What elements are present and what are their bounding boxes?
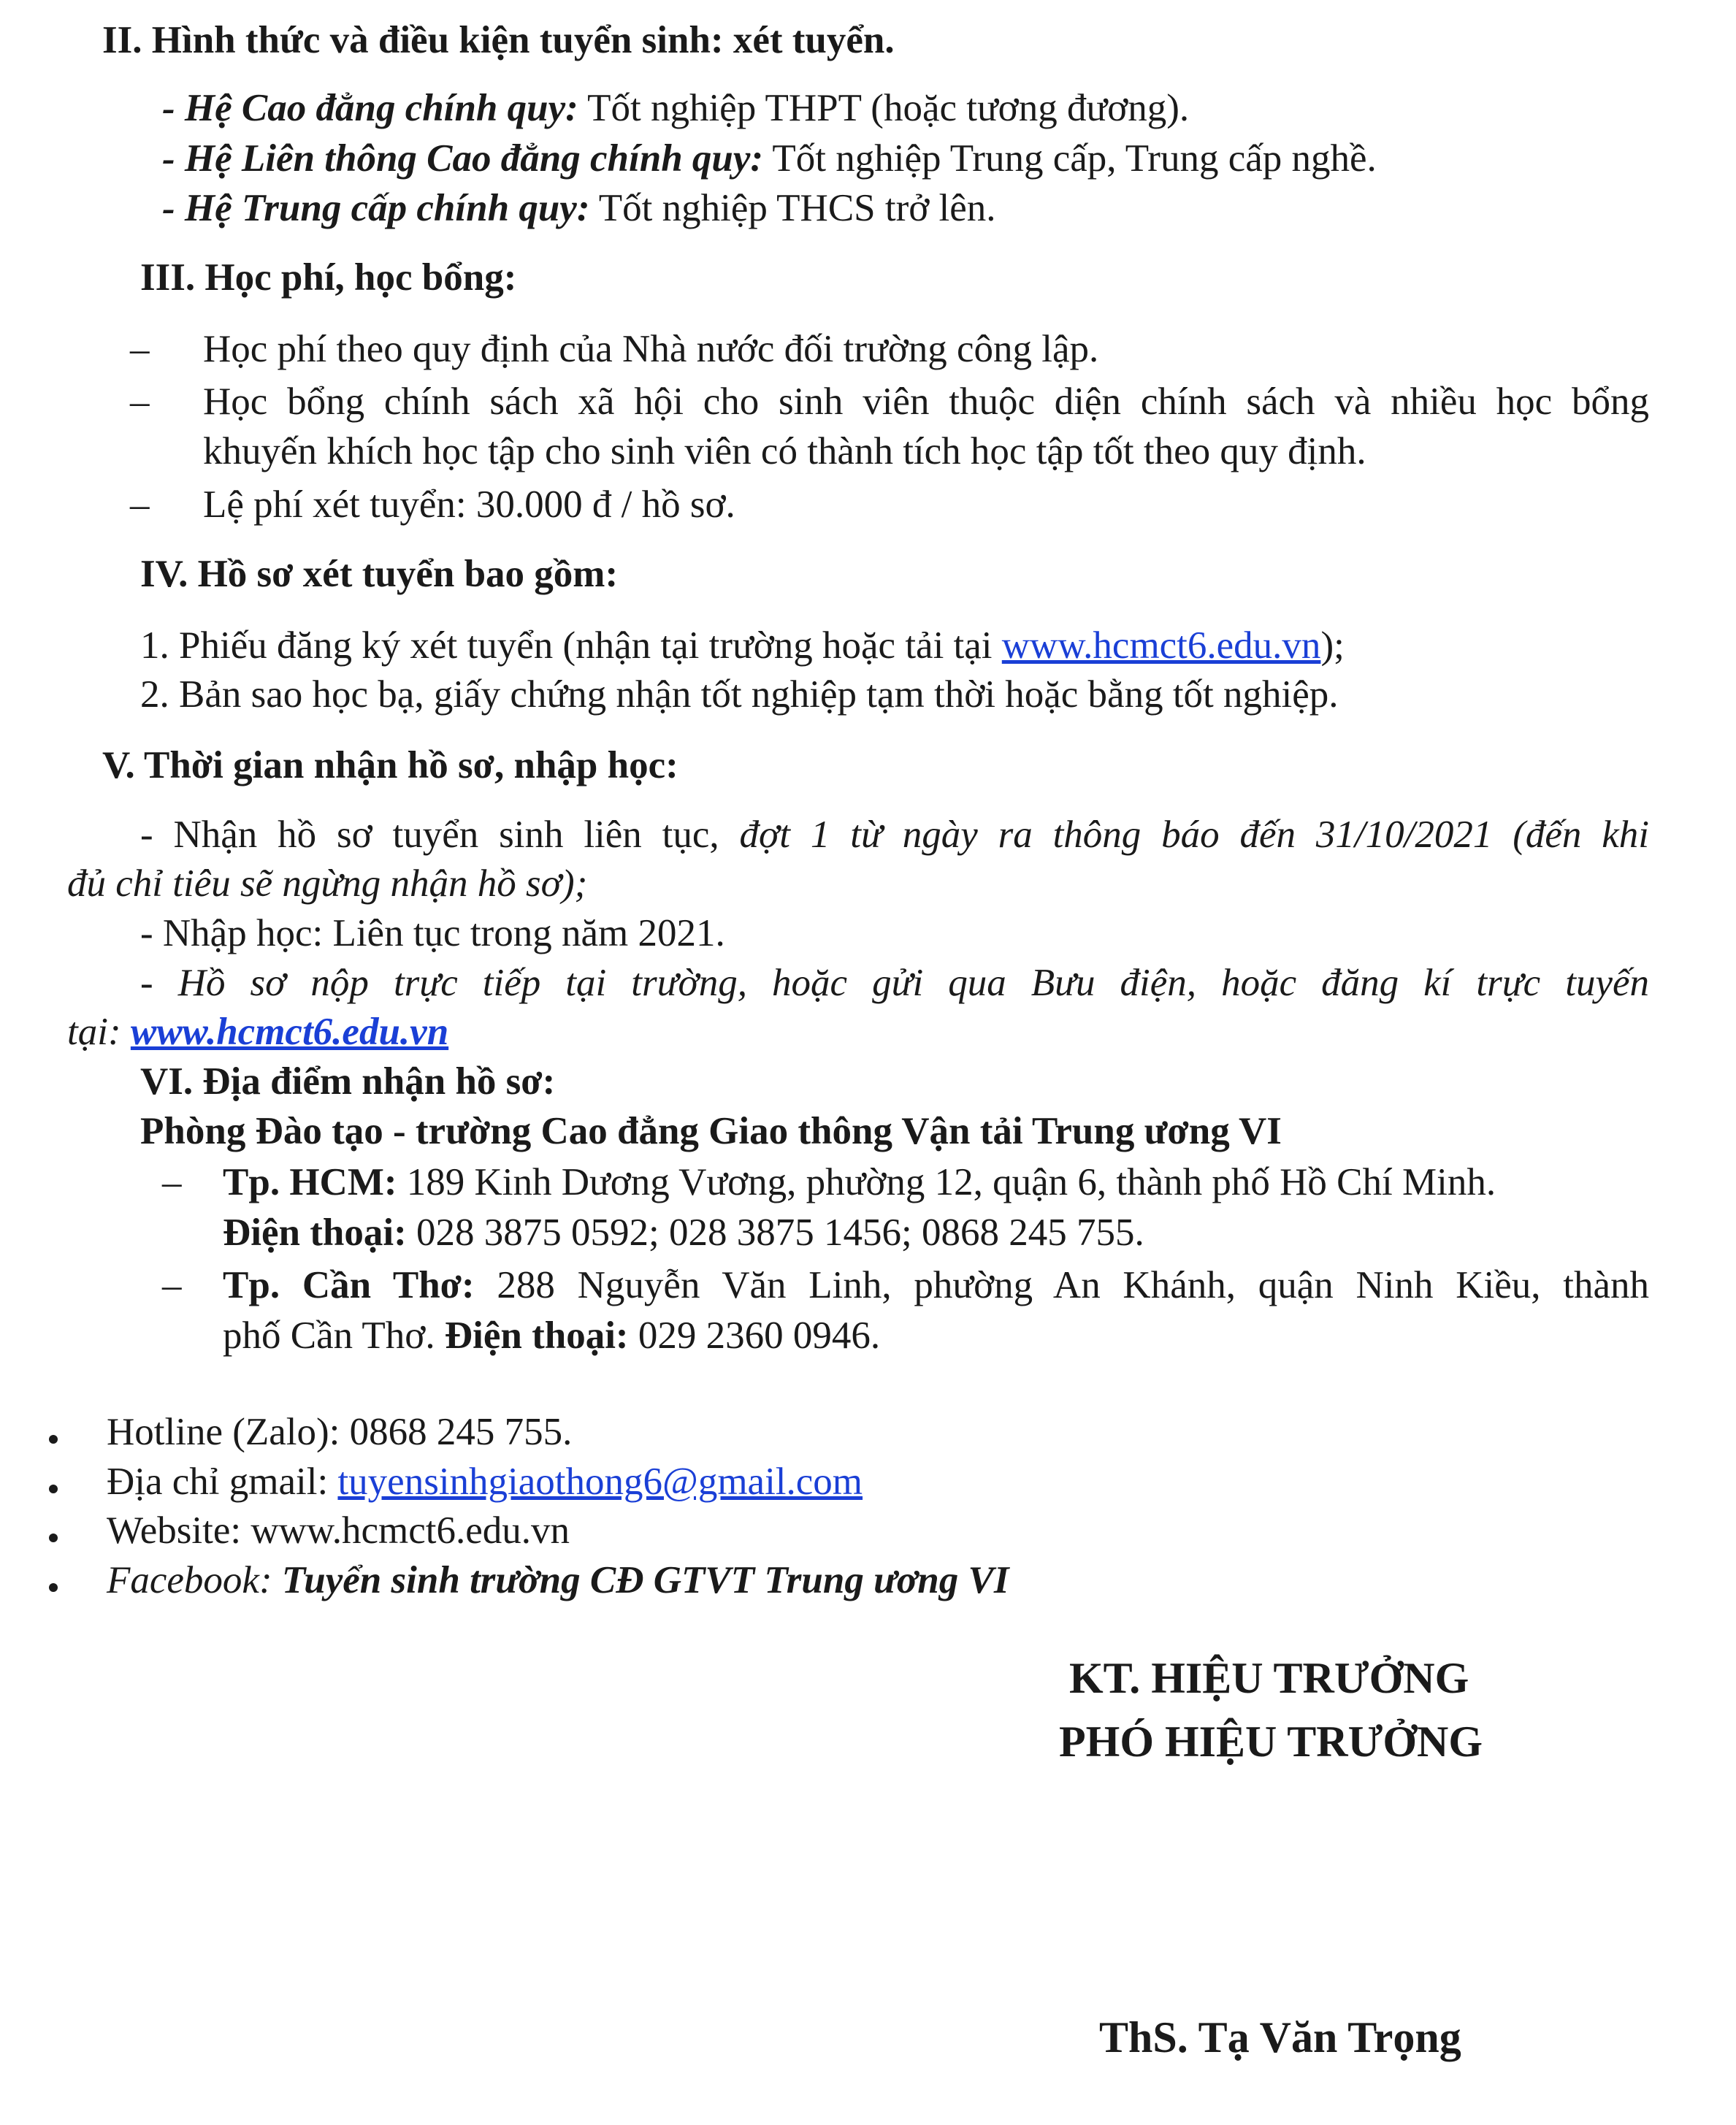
bullet-dot-icon	[49, 1583, 58, 1592]
s4-item-1-post: );	[1320, 624, 1345, 667]
s4-title-b: xét tuyển	[302, 553, 455, 595]
office-name: Phòng Đào tạo - trường Cao đẳng Giao thông Vận tải Trung ương VI	[140, 1110, 1282, 1152]
signatory-name: ThS. Tạ Văn Trọng	[1099, 2013, 1461, 2061]
website-link[interactable]: www.hcmct6.edu.vn	[1001, 624, 1321, 667]
s2-item-3-text: Tốt nghiệp THCS trở lên.	[589, 187, 996, 229]
gmail-link[interactable]: tuyensinhgiaothong6@gmail.com	[337, 1460, 863, 1503]
s4-item-2: 2. Bản sao học bạ, giấy chứng nhận tốt nghiệp tạm thời hoặc bằng tốt nghiệp.	[140, 673, 1339, 716]
gmail-label: Địa chỉ gmail:	[107, 1460, 338, 1503]
section-2-title	[102, 16, 895, 64]
ct-address-text: 288 Nguyễn Văn Linh, phường An Khánh, quận Ninh Kiều, thành	[474, 1264, 1649, 1306]
s5-p3-prefix: tại:	[67, 1011, 131, 1053]
s4-item-1-text: 1. Phiếu đăng ký xét tuyển (nhận tại trường hoặc tải tại	[140, 624, 1002, 667]
hcm-phone	[223, 1209, 1144, 1257]
s5-p3-italic: Hồ sơ nộp trực tiếp tại trường, hoặc gửi qua Bưu điện, hoặc đăng kí trực tuyến	[177, 962, 1650, 1004]
s5-para-2: - Nhập học: Liên tục trong năm 2021.	[140, 912, 725, 954]
ct-label: Tp. Cần Thơ:	[223, 1264, 475, 1306]
s2-item-3	[162, 184, 996, 232]
s4-item-1	[140, 621, 1345, 670]
s4-title-c: bao gồm:	[454, 553, 619, 595]
s3-item-2-line-1: Học bổng chính sách xã hội cho sinh viên thuộc diện chính sách và nhiều học bổng	[203, 380, 1649, 423]
hcm-phone-label: Điện thoại:	[223, 1211, 407, 1254]
s3-item-1: Học phí theo quy định của Nhà nước đối trường công lập.	[203, 328, 1099, 370]
signature-title-1: KT. HIỆU TRƯỞNG	[1069, 1654, 1469, 1702]
s2-item-1	[162, 84, 1189, 132]
bullet-dot-icon	[49, 1534, 58, 1542]
dash-bullet: –	[130, 328, 150, 370]
website-link-bold[interactable]: www.hcmct6.edu.vn	[130, 1011, 449, 1053]
s5-p1-pre: - Nhận hồ sơ tuyển sinh liên tục,	[140, 813, 740, 856]
dash-bullet: –	[162, 1161, 182, 1203]
website: Website: www.hcmct6.edu.vn	[107, 1509, 570, 1552]
s5-p3-pre: -	[140, 962, 178, 1004]
s2-item-1-label: - Hệ Cao đẳng chính quy:	[162, 87, 578, 129]
s5-para-1-line-2: đủ chỉ tiêu sẽ ngừng nhận hồ sơ);	[67, 862, 588, 905]
section-3-title: III. Học phí, học bổng:	[140, 256, 517, 299]
dash-bullet: –	[130, 483, 150, 526]
hcm-phone-text: 028 3875 0592; 028 3875 1456; 0868 245 755.	[406, 1211, 1144, 1254]
hotline: Hotline (Zalo): 0868 245 755.	[107, 1411, 573, 1453]
hcm-address	[223, 1158, 1496, 1206]
section-4-title	[140, 550, 618, 598]
s3-item-2-line-2: khuyến khích học tập cho sinh viên có thành tích học tập tốt theo quy định.	[203, 430, 1366, 472]
s3-item-3: Lệ phí xét tuyển: 30.000 đ / hồ sơ.	[203, 483, 735, 526]
s2-item-3-label: - Hệ Trung cấp chính quy:	[162, 187, 590, 229]
dash-bullet: –	[162, 1264, 182, 1306]
s5-p1-italic: đợt 1 từ ngày ra thông báo đến 31/10/2021 (đến khi	[739, 813, 1649, 856]
bullet-dot-icon	[49, 1485, 58, 1493]
facebook-label: Facebook:	[107, 1559, 282, 1601]
ct-address-line-1	[223, 1261, 1649, 1309]
gmail	[107, 1458, 863, 1506]
s2-item-2	[162, 134, 1377, 183]
dash-bullet: –	[130, 380, 150, 423]
section-2-title-b: tuyển sinh: xét tuyển.	[539, 19, 895, 61]
s5-para-3-line-1	[140, 959, 1649, 1007]
ct-address-line-2	[223, 1312, 880, 1360]
facebook	[107, 1556, 1009, 1604]
s5-para-3-line-2	[67, 1008, 448, 1056]
s2-item-1-text: Tốt nghiệp THPT (hoặc tương đương).	[578, 87, 1190, 129]
ct-phone-text: 029 2360 0946.	[628, 1314, 881, 1357]
signature-title-2: PHÓ HIỆU TRƯỞNG	[1059, 1718, 1483, 1766]
section-5-title: V. Thời gian nhận hồ sơ, nhập học:	[102, 744, 678, 786]
bullet-dot-icon	[49, 1435, 58, 1444]
section-2-title-a: II. Hình thức và điều kiện	[102, 19, 540, 61]
ct-phone-label: Điện thoại:	[444, 1314, 629, 1357]
s4-title-a: IV. Hồ sơ	[140, 553, 303, 595]
facebook-page: Tuyển sinh trường CĐ GTVT Trung ương VI	[281, 1559, 1009, 1601]
ct-address-cont: phố Cần Thơ.	[223, 1314, 445, 1357]
s2-item-2-text: Tốt nghiệp Trung cấp, Trung cấp nghề.	[763, 137, 1377, 180]
hcm-address-text: 189 Kinh Dương Vương, phường 12, quận 6, thành phố Hồ Chí Minh.	[397, 1161, 1496, 1203]
hcm-label: Tp. HCM:	[223, 1161, 397, 1203]
section-6-title: VI. Địa điểm nhận hồ sơ:	[140, 1060, 556, 1103]
s2-item-2-label: - Hệ Liên thông Cao đẳng chính quy:	[162, 137, 764, 180]
s5-para-1-line-1	[140, 811, 1649, 859]
